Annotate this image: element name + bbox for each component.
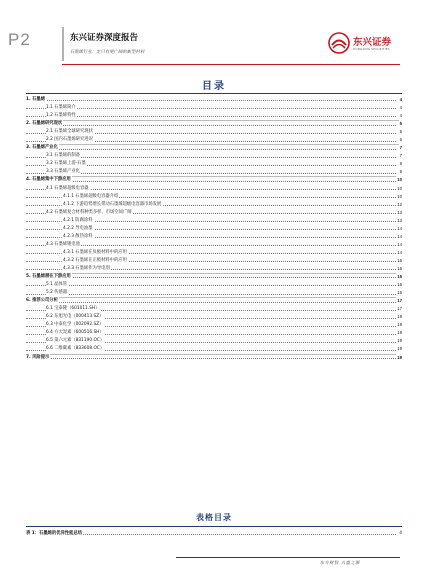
entry-page-number: 15	[396, 257, 402, 265]
toc-entry[interactable]	[26, 241, 402, 249]
page-number: P2	[8, 30, 31, 49]
report-subtitle: 石墨烯行业：走只有更广阔的新型材料	[69, 50, 146, 55]
toc-entry[interactable]	[26, 185, 402, 193]
toc-entry[interactable]	[26, 354, 402, 362]
entry-title: 6.6 二维碳素（833608.OC）	[46, 345, 105, 353]
entry-title: 6.3 中泰化学（002092.SZ）	[46, 321, 104, 329]
dot-leader	[26, 100, 396, 101]
dot-leader	[26, 245, 396, 246]
entry-page-number: 15	[396, 273, 402, 281]
brand-logo	[328, 30, 398, 56]
entry-title: 2.2 国内石墨烯研究进况	[46, 136, 94, 144]
entry-page-number: 16	[396, 289, 402, 297]
toc-entry[interactable]	[26, 201, 402, 209]
toc-entry[interactable]	[26, 345, 402, 353]
entry-page-number: 9	[399, 168, 402, 176]
dot-leader	[26, 181, 396, 182]
entry-page-number: 19	[396, 337, 402, 345]
entry-page-number: 4	[399, 112, 402, 120]
entry-page-number: 10	[396, 176, 402, 184]
header-rule	[62, 64, 400, 65]
entry-title: 7. 风险提示	[26, 354, 50, 362]
entry-title: 5.2 传感器	[46, 289, 68, 297]
entry-title: 4.2.3 散热涂料	[63, 233, 94, 241]
entry-title: 6.1 宝泰隆（601011.SH）	[46, 305, 100, 313]
entry-title: 表 1：石墨烯的优异性能总结	[26, 531, 83, 536]
entry-page-number: 12	[396, 201, 402, 209]
entry-page-number: 14	[396, 225, 402, 233]
entry-title: 6.4 方大炭素（600516.SH）	[46, 329, 105, 337]
entry-page-number: 8	[399, 160, 402, 168]
entry-page-number: 19	[396, 345, 402, 353]
toc-entry[interactable]	[26, 249, 402, 257]
toc-entry[interactable]	[26, 112, 402, 120]
brand-name: 东兴证券	[353, 37, 392, 48]
toc-entry[interactable]	[26, 313, 402, 321]
brand-emblem-icon	[328, 32, 350, 54]
entry-page-number: 17	[396, 305, 402, 313]
toc-entry[interactable]	[26, 273, 402, 281]
entry-page-number: 18	[396, 313, 402, 321]
toc-entry[interactable]	[26, 281, 402, 289]
dot-leader	[26, 294, 396, 295]
entry-title: 4. 石墨烯集中下游应用	[26, 176, 72, 184]
dot-leader	[26, 108, 396, 109]
page-header	[0, 0, 428, 70]
dot-leader	[26, 285, 396, 286]
entry-title: 1.2 石墨烯特性	[46, 112, 77, 120]
entry-title: 3.1 石墨烯的制备	[46, 152, 81, 160]
toc-entry[interactable]	[26, 305, 402, 313]
entry-page-number: 4	[399, 96, 402, 104]
entry-page-number: 17	[396, 297, 402, 305]
entry-title: 4.3.3 石墨烯作为导电剂	[63, 265, 111, 273]
entry-page-number: 6	[399, 136, 402, 144]
toc-entry[interactable]	[26, 168, 402, 176]
entry-title: 4.3.2 石墨烯在正极材料中的应用	[63, 257, 128, 265]
toc-entry[interactable]	[26, 321, 402, 329]
entry-page-number: 13	[396, 209, 402, 217]
list-of-tables-rule	[26, 526, 402, 527]
toc-entry[interactable]	[26, 289, 402, 297]
table-of-contents	[26, 96, 402, 362]
entry-page-number: 14	[396, 233, 402, 241]
brand-name-en: DONGXING SECURITIES	[353, 47, 390, 51]
toc-entry[interactable]	[26, 144, 402, 152]
entry-title: 3.3 石墨烯产业化	[46, 168, 81, 176]
toc-entry[interactable]	[26, 265, 402, 273]
entry-title: 4.1.1 石墨烯超级电容器介绍	[63, 193, 119, 201]
entry-page-number: 7	[399, 144, 402, 152]
toc-entry[interactable]	[26, 257, 402, 265]
entry-page-number: 10	[396, 193, 402, 201]
toc-entry[interactable]	[26, 96, 402, 104]
entry-title: 6.2 东旭光电（000413.SZ）	[46, 313, 104, 321]
entry-page-number: 5	[399, 128, 402, 136]
entry-page-number: 15	[396, 265, 402, 273]
entry-title: 4.3 石墨烯锂电池	[46, 241, 81, 249]
footer-slogan: 东方财智 兴盛之源	[319, 560, 361, 565]
toc-entry[interactable]	[26, 160, 402, 168]
toc-entry[interactable]	[26, 176, 402, 184]
entry-title: 4.1.2 下游趋势增长带动石墨烯超级电容器市场发展	[63, 201, 162, 209]
toc-entry[interactable]	[26, 152, 402, 160]
toc-entry[interactable]	[26, 297, 402, 305]
entry-page-number: 18	[396, 329, 402, 337]
dot-leader	[26, 173, 396, 174]
entry-title: 4.2.2 导电油墨	[63, 225, 94, 233]
entry-title: 4.1 石墨烯超级电容器	[46, 185, 90, 193]
footer-rule	[176, 557, 400, 558]
toc-entry[interactable]	[26, 104, 402, 112]
toc-entry[interactable]	[26, 217, 402, 225]
entry-title: 5.1 晶体管	[46, 281, 68, 289]
entry-page-number: 4	[399, 104, 402, 112]
entry-title: 6.5 第六元素（831190.OC）	[46, 337, 105, 345]
toc-entry[interactable]	[26, 128, 402, 136]
toc-entry[interactable]	[26, 329, 402, 337]
entry-page-number: 13	[396, 217, 402, 225]
entry-title: 5. 石墨烯潜在下游应用	[26, 273, 72, 281]
entry-title: 1. 石墨烯	[26, 96, 46, 104]
entry-page-number: 19	[396, 354, 402, 362]
toc-title-rule	[26, 93, 402, 94]
toc-entry[interactable]	[26, 225, 402, 233]
entry-page-number: 14	[396, 249, 402, 257]
entry-page-number: 7	[399, 152, 402, 160]
toc-entry[interactable]	[26, 120, 402, 128]
toc-entry[interactable]	[26, 136, 402, 144]
entry-title: 4.2 石墨烯复合材料种类多样、市场空间广阔	[46, 209, 133, 217]
toc-title: 目录	[202, 81, 226, 92]
dot-leader	[26, 358, 396, 359]
entry-title: 1.1 石墨烯简介	[46, 104, 77, 112]
dot-leader	[26, 116, 396, 117]
dot-leader	[26, 125, 396, 126]
dot-leader	[26, 157, 396, 158]
entry-page-number: 15	[396, 281, 402, 289]
toc-entry[interactable]	[26, 337, 402, 345]
entry-title: 3.2 石墨烯上游-石墨	[46, 160, 87, 168]
dot-leader	[26, 302, 396, 303]
toc-entry[interactable]	[26, 193, 402, 201]
entry-title: 4.2.1 防腐涂料	[63, 217, 94, 225]
toc-entry[interactable]	[26, 233, 402, 241]
entry-page-number: 10	[396, 185, 402, 193]
report-title: 东兴证券深度报告	[70, 33, 139, 43]
entry-title: 2.1 石墨烯全球研究现状	[46, 128, 94, 136]
table-list-entry[interactable]	[26, 530, 402, 538]
list-of-tables-title: 表格目录	[196, 513, 232, 522]
entry-title: 4.3.1 石墨烯在负极材料中的应用	[63, 249, 128, 257]
entry-title: 6. 推荐公司分析	[26, 297, 59, 305]
entry-page-number: 18	[396, 321, 402, 329]
entry-page-number: 14	[396, 241, 402, 249]
dot-leader	[26, 277, 396, 278]
dot-leader	[26, 149, 396, 150]
entry-title: 3. 石墨烯产业化	[26, 144, 59, 152]
entry-page-number: 5	[399, 120, 402, 128]
entry-title: 2. 石墨烯研究现状	[26, 120, 63, 128]
list-of-tables	[26, 530, 402, 538]
header-divider	[62, 27, 64, 61]
toc-entry[interactable]	[26, 209, 402, 217]
entry-page-number: 4	[399, 531, 402, 536]
